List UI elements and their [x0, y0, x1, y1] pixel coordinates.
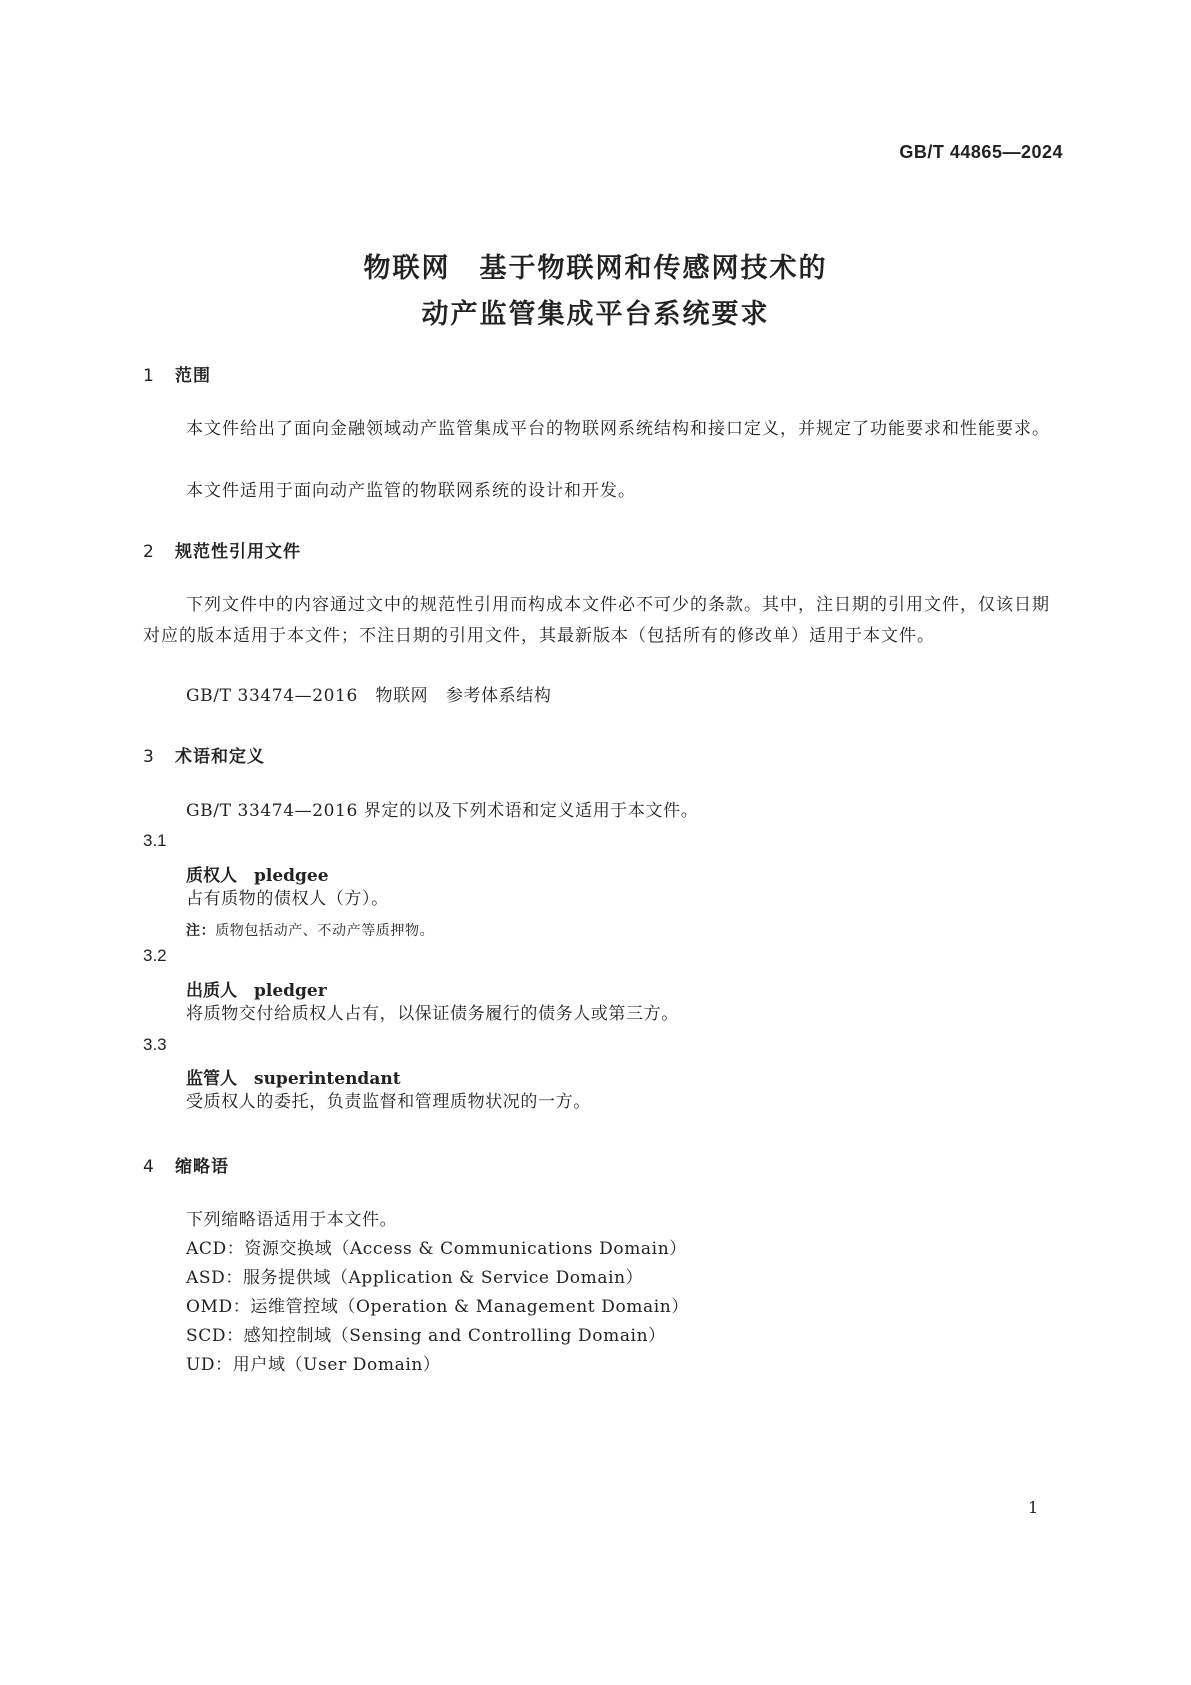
term-number: 3.3 — [143, 1035, 167, 1054]
section-heading-terms — [143, 742, 265, 767]
scope-paragraph-2: 本文件适用于面向动产监管的物联网系统的设计和开发。 — [186, 481, 636, 501]
term-number: 3.2 — [143, 946, 167, 965]
terms-intro: GB/T 33474—2016 界定的以及下列术语和定义适用于本文件。 — [186, 801, 699, 821]
document-title — [0, 246, 1191, 338]
section-number: 4 — [143, 1157, 155, 1177]
section-number: 3 — [143, 747, 155, 767]
section-heading-abbreviations — [143, 1152, 229, 1177]
title-line-2: 动产监管集成平台系统要求 — [421, 299, 770, 330]
section-number: 1 — [143, 366, 155, 386]
term-entry: 监管人 superintendant — [186, 1069, 401, 1089]
section-title: 规范性引用文件 — [175, 542, 301, 562]
note-label: 注： — [186, 923, 216, 939]
term-definition: 将质物交付给质权人占有，以保证债务履行的债务人或第三方。 — [186, 1004, 679, 1024]
section-number: 2 — [143, 542, 155, 562]
abbreviation-item: ASD：服务提供域（Application & Service Domain） — [186, 1268, 644, 1288]
term-definition: 占有质物的债权人（方）。 — [186, 889, 389, 909]
note-text: 质物包括动产、不动产等质押物。 — [215, 923, 435, 939]
term-number: 3.1 — [143, 831, 167, 850]
abbreviation-item: OMD：运维管控域（Operation & Management Domain） — [186, 1297, 689, 1317]
abbreviation-item: ACD：资源交换域（Access & Communications Domain） — [186, 1239, 687, 1259]
abbreviation-item: SCD：感知控制域（Sensing and Controlling Domain） — [186, 1326, 666, 1346]
normative-paragraph: 下列文件中的内容通过文中的规范性引用而构成本文件必不可少的条款。其中，注日期的引用文件，仅该日期对应的版本适用于本文件；不注日期的引用文件，其最新版本（包括所有的修改单）适用于本文件。 — [143, 595, 1050, 646]
term-definition: 受质权人的委托，负责监督和管理质物状况的一方。 — [186, 1092, 591, 1112]
term-note — [186, 920, 434, 940]
term-entry: 出质人 pledger — [186, 981, 327, 1001]
section-heading-normative — [143, 537, 301, 562]
abbreviations-intro: 下列缩略语适用于本文件。 — [186, 1210, 398, 1230]
term-entry: 质权人 pledgee — [186, 866, 329, 886]
abbreviation-item: UD：用户域（User Domain） — [186, 1355, 441, 1375]
scope-paragraph-1: 本文件给出了面向金融领域动产监管集成平台的物联网系统结构和接口定义，并规定了功能要求和性能要求。 — [186, 419, 1050, 439]
section-heading-scope — [143, 361, 211, 386]
standard-code: GB/T 44865—2024 — [899, 142, 1063, 162]
section-title: 范围 — [175, 366, 211, 386]
page-number: 1 — [1028, 1498, 1039, 1517]
section-title: 缩略语 — [175, 1157, 229, 1177]
section-title: 术语和定义 — [175, 747, 265, 767]
title-line-1: 物联网 基于物联网和传感网技术的 — [363, 253, 828, 284]
normative-reference: GB/T 33474—2016 物联网 参考体系结构 — [186, 686, 552, 706]
